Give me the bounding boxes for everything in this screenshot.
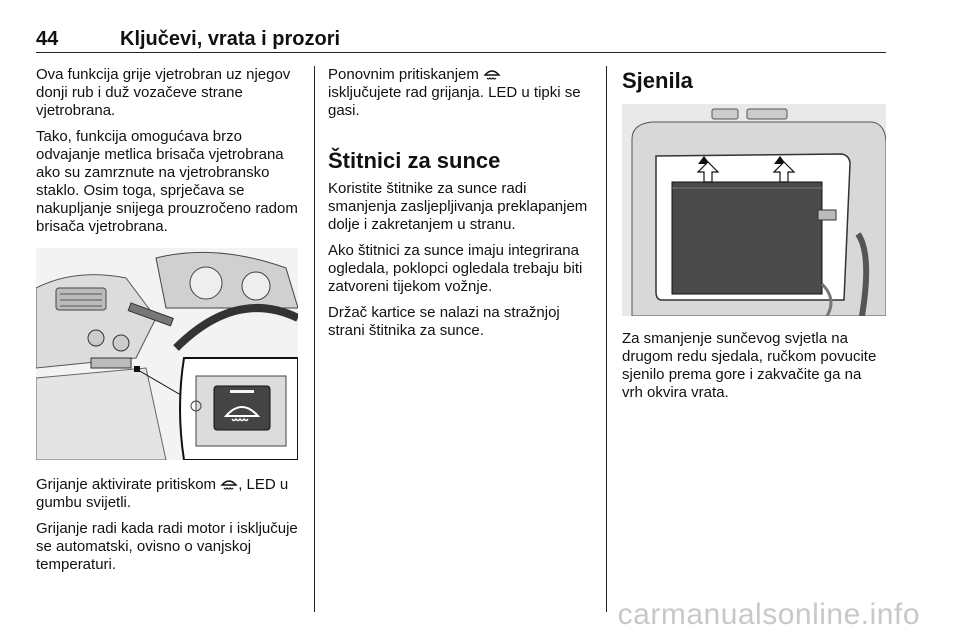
paragraph: Tako, funkcija omogućava brzo odvajanje metlica brisača vjetrobrana ako su zamrznute na vjetrobransko staklo. Osim toga, sprječava se nakupljanje snijega prouzročeno radom brisača vjetrobrana.: [36, 128, 298, 235]
text-span: Grijanje aktivirate pritiskom: [36, 476, 221, 493]
paragraph: Grijanje radi kada radi motor i isključuje se automatski, ovisno o vanjskoj temperaturi.: [36, 520, 298, 573]
windscreen-heating-icon: [483, 68, 501, 81]
column-2: [328, 66, 594, 348]
sunblind-illustration: [622, 104, 886, 316]
text-span: Ponovnim pritiskanjem: [328, 66, 484, 83]
paragraph: Ako štitnici za sunce imaju integrirana ogledala, poklopci ogledala trebaju biti zatvoreni tijekom vožnje.: [328, 242, 583, 295]
page-header: [36, 26, 886, 53]
paragraph-with-icon: [328, 66, 594, 120]
page-number: 44: [36, 28, 59, 50]
text-span: isključujete rad grijanja. LED u tipki se gasi.: [328, 84, 581, 119]
chapter-title: Ključevi, vrata i prozori: [120, 28, 341, 50]
column-divider: [314, 66, 315, 612]
column-1: [36, 66, 298, 582]
section-heading: Štitnici za sunce: [328, 148, 501, 173]
paragraph: Za smanjenje sunčevog svjetla na drugom redu sjedala, ručkom povucite sjenilo prema gore i zakvačite ga na vrh okvira vrata.: [622, 330, 877, 401]
dashboard-illustration: [36, 248, 298, 460]
text-span: , LED u gumbu svijetli.: [36, 476, 289, 511]
paragraph: Koristite štitnike za sunce radi smanjenja zasljepljivanja preklapanjem dolje i zakretanjem u stranu.: [328, 180, 588, 233]
paragraph: Ova funkcija grije vjetrobran uz njegov donji rub i duž vozačeve strane vjetrobrana.: [36, 66, 291, 119]
watermark: carmanualsonline.info: [617, 598, 920, 631]
paragraph: Držač kartice se nalazi na stražnjoj strani štitnika za sunce.: [328, 304, 560, 339]
paragraph-with-icon: [36, 476, 298, 512]
column-divider: [606, 66, 607, 612]
column-3: [622, 66, 886, 410]
windscreen-heating-icon: [220, 478, 238, 491]
section-heading: Sjenila: [622, 68, 693, 93]
